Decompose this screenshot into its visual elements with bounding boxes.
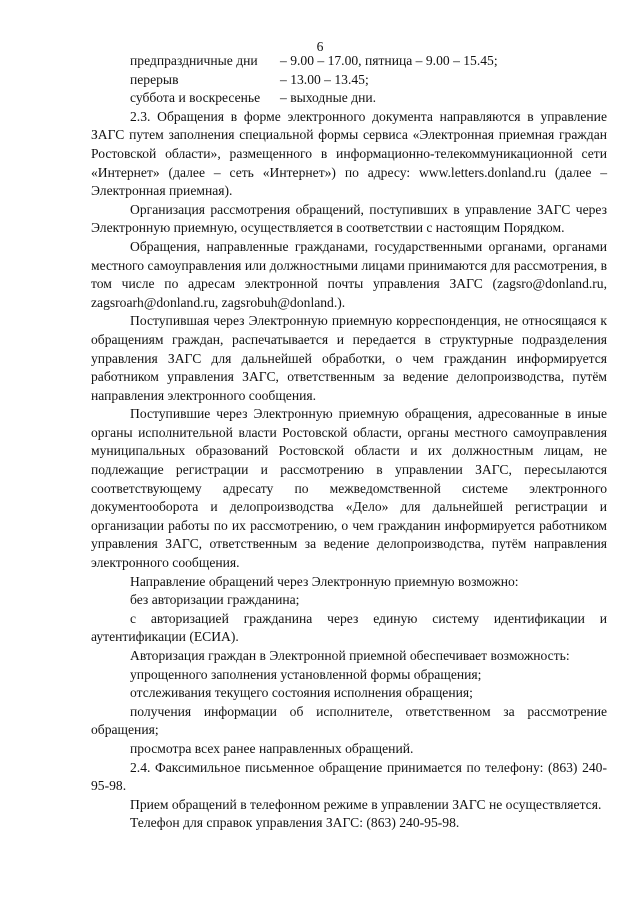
paragraph: Организация рассмотрения обращений, поступивших в управление ЗАГС через Электронную приемную, осуществляется в соответствии с настоящим Порядком. bbox=[91, 201, 607, 236]
schedule-value: – 9.00 – 17.00, пятница – 9.00 – 15.45; bbox=[280, 53, 498, 68]
paragraph: Авторизация граждан в Электронной приемной обеспечивает возможность: bbox=[130, 648, 570, 663]
schedule-label: предпраздничные дни bbox=[130, 53, 258, 68]
list-item: без авторизации гражданина; bbox=[130, 592, 300, 608]
paragraph-2-4: 2.4. Факсимильное письменное обращение принимается по телефону: (863) 240-95-98. bbox=[91, 759, 607, 794]
page-number: 6 bbox=[316, 39, 324, 54]
paragraph: Прием обращений в телефонном режиме в управлении ЗАГС не осуществляется. bbox=[130, 796, 602, 812]
schedule-row bbox=[91, 71, 607, 90]
schedule-label: суббота и воскресенье bbox=[130, 90, 261, 106]
list-item: отслеживания текущего состояния исполнения обращения; bbox=[130, 685, 473, 701]
paragraph: Направление обращений через Электронную приемную возможно: bbox=[130, 573, 519, 589]
paragraph: Телефон для справок управления ЗАГС: (863) 240-95-98. bbox=[130, 815, 460, 831]
schedule-value: – 13.00 – 13.45; bbox=[280, 71, 369, 87]
list-item: с авторизацией гражданина через единую систему идентификации и аутентификации (ЕСИА). bbox=[91, 610, 607, 645]
list-item: упрощенного заполнения установленной формы обращения; bbox=[130, 666, 482, 682]
schedule-row bbox=[91, 52, 607, 71]
schedule-label: перерыв bbox=[130, 71, 179, 87]
paragraph: Поступившие через Электронную приемную обращения, адресованные в иные органы исполнительной власти Ростовской области, органы местного самоуправления муниципальных образований Ростовской области и их должностным лицам, не подлежащие регистрации и рассмотрению в управлении ЗАГС, пересылаются соответствующему адресату по межведомственной системе электронного документооборота и делопроизводства «Дело» для дальнейшей регистрации и организации работы по их рассмотрению, о чем гражданин информируется работником управления ЗАГС, ответственным за ведение делопроизводства, путём направления электронного сообщения. bbox=[91, 406, 607, 571]
list-item: просмотра всех ранее направленных обращений. bbox=[130, 740, 414, 756]
paragraph: Обращения, направленные гражданами, государственными органами, органами местного самоуправления или должностными лицами принимаются для рассмотрения, в том числе по адресам электронной почты управления ЗАГС (zagsro@donland.ru, zagsroarh@donland.ru, zagsrobuh@donland.). bbox=[91, 238, 607, 310]
list-item: получения информации об исполнителе, ответственном за рассмотрение обращения; bbox=[91, 703, 607, 738]
schedule-row bbox=[91, 89, 607, 108]
paragraph-2-3: 2.3. Обращения в форме электронного документа направляются в управление ЗАГС путем заполнения специальной формы сервиса «Электронная приемная граждан Ростовской области», размещенного в информационно-телекоммуникационной сети «Интернет» (далее – сеть «Интернет») по адресу: www.letters.donland.ru (далее – Электронная приемная). bbox=[91, 108, 607, 199]
schedule-value: – выходные дни. bbox=[280, 90, 377, 106]
document-body bbox=[91, 52, 607, 833]
paragraph: Поступившая через Электронную приемную корреспонденция, не относящаяся к обращениям граждан, распечатывается и передается в структурные подразделения управления ЗАГС для дальнейшей обработки, о чем гражданин информируется работником управления ЗАГС, ответственным за ведение делопроизводства, путём направления электронного сообщения. bbox=[91, 313, 607, 403]
